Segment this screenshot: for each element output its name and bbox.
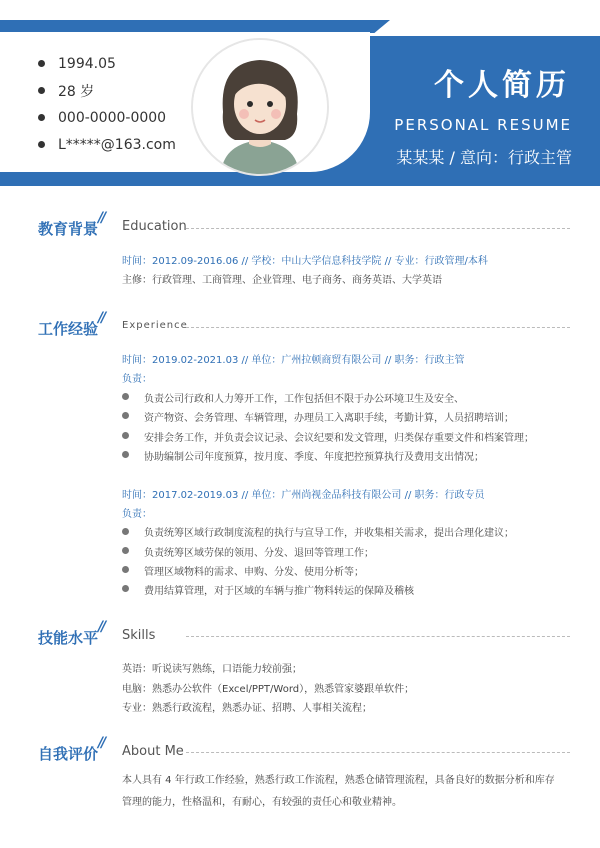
slash-decoration-icon: // [98,619,105,635]
section-title-education: 教育背景 [38,220,99,238]
skill-line: 专业：熟悉行政流程，熟悉办证、招聘、人事相关流程； [122,703,372,714]
divider [186,752,570,753]
job-duty-label: 负责： [122,374,152,385]
list-item: 负责统筹区域劳保的领用、分发、退回等管理工作； [144,548,374,559]
bullet-icon [122,528,129,535]
bullet-icon [38,87,45,94]
page-title: 个人简历 [434,68,570,103]
bullet-icon [38,114,45,121]
job-duty-label: 负责： [122,509,152,520]
skill-line: 英语：听说读写熟练，口语能力较前强； [122,664,302,675]
self-evaluation-text: 本人具有 4 年行政工作经验，熟悉行政工作流程，熟悉仓储管理流程，具备良好的数据分析和库存管理的能力，性格温和，有耐心，有较强的责任心和敬业精神。 [122,775,555,808]
divider [186,228,570,229]
slash-decoration-icon: // [98,210,105,226]
bullet-icon [122,547,129,554]
job-meta: 时间：2017.02-2019.03 // 单位：广州尚视金品科技有限公司 // 职务：行政专员 [122,490,485,501]
list-item: 费用结算管理，对于区域的车辆与推广物料转运的保障及稽核 [144,586,414,597]
bullet-icon [122,393,129,400]
contact-list [38,50,176,158]
job-meta: 时间：2019.02-2021.03 // 单位：广州拉顿商贸有限公司 // 职务：行政主管 [122,355,465,366]
contact-phone: 000-0000-0000 [38,104,176,131]
contact-birth: 1994.05 [38,50,176,77]
list-item: 管理区域物料的需求、申购、分发、使用分析等； [144,567,364,578]
avatar-illustration-icon [193,40,327,174]
page-subtitle: PERSONAL RESUME [394,116,572,134]
education-meta: 时间：2012.09-2016.06 // 学校：中山大学信息科技学院 // 专业：行政管理/本科 [122,256,488,267]
skill-line: 电脑：熟悉办公软件（Excel/PPT/Word），熟悉管家婆跟单软件； [122,684,415,695]
divider [186,636,570,637]
section-en-about: About Me [122,744,184,759]
contact-age: 28 岁 [38,77,176,104]
bullet-icon [122,585,129,592]
bullet-icon [122,451,129,458]
section-title-experience: 工作经验 [38,320,99,338]
list-item: 资产物资、会务管理、车辆管理，办理员工入离职手续，考勤计算，人员招聘培训； [144,413,514,424]
bullet-icon [122,432,129,439]
list-item: 负责公司行政和人力筹开工作，工作包括但不限于办公环境卫生及安全、 [144,394,464,405]
section-title-about: 自我评价 [38,745,99,763]
section-title-skills: 技能水平 [38,629,99,647]
bullet-icon [38,60,45,67]
divider [186,327,570,328]
section-en-skills: Skills [122,628,156,643]
section-en-experience: Experience [122,320,188,331]
education-major: 主修：行政管理、工商管理、企业管理、电子商务、商务英语、大学英语 [122,275,442,286]
avatar [191,38,329,176]
bullet-icon [122,412,129,419]
list-item: 协助编制公司年度预算，按月度、季度、年度把控预算执行及费用支出情况； [144,452,484,463]
section-en-education: Education [122,219,187,234]
bullet-icon [122,566,129,573]
slash-decoration-icon: // [98,310,105,326]
list-item: 负责统筹区域行政制度流程的执行与宣导工作，并收集相关需求，提出合理化建议； [144,528,514,539]
slash-decoration-icon: // [98,735,105,751]
bullet-icon [38,141,45,148]
name-intention: 某某某 / 意向：行政主管 [396,148,572,167]
contact-email: L*****@163.com [38,131,176,158]
list-item: 安排会务工作，并负责会议记录、会议纪要和发文管理，归类保存重要文件和档案管理； [144,433,534,444]
